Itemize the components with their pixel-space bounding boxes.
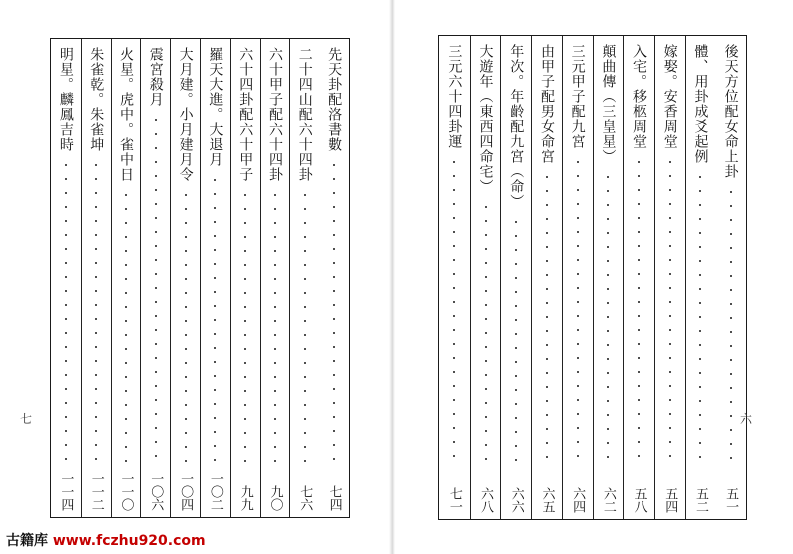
toc-leader-dots [65,158,67,465]
toc-entry-page: 五八 [631,487,647,513]
toc-entry[interactable] [111,39,141,517]
toc-entry-title: 二十四山配六十四卦 [296,47,313,182]
toc-entry-page: 五四 [662,487,678,513]
toc-leader-dots [244,188,246,465]
toc-leader-dots [638,155,640,467]
toc-entry[interactable] [230,39,260,517]
toc-entry-title: 後天方位配女命上卦 [722,44,739,179]
toc-leader-dots [515,215,517,467]
toc-entry[interactable] [140,39,170,517]
right-folio: 六 [740,412,753,426]
toc-entry-title: 火星。虎中。雀中日 [118,47,134,182]
toc-leader-dots [155,113,157,465]
toc-entry-page: 一一二 [88,472,104,511]
toc-entry-title: 體、用卦成爻起例 [692,44,709,164]
toc-entry-page: 六六 [508,487,524,513]
toc-entry-page: 六四 [570,487,586,513]
toc-entry-title: 六十甲子配六十四卦 [267,47,283,182]
toc-entry[interactable] [593,36,624,519]
toc-entry-page: 九〇 [267,485,283,511]
watermark-label: 古籍库 [6,533,48,549]
toc-entry[interactable] [562,36,593,519]
right-toc-frame [438,35,747,520]
toc-entry-title: 羅天大進。大退月 [207,47,224,167]
toc-entry-page: 五一 [723,487,739,513]
toc-leader-dots [304,188,306,465]
toc-entry-title: 明星。麟鳳吉時 [57,47,74,152]
toc-leader-dots [95,158,97,465]
toc-entry[interactable] [654,36,685,519]
toc-entry-title: 嫁娶。安香周堂 [661,44,678,149]
left-page [0,0,390,554]
toc-entry-page: 六八 [478,487,494,513]
left-folio: 七 [20,412,33,426]
toc-entry[interactable] [715,36,746,519]
toc-entry[interactable] [81,39,111,517]
toc-leader-dots [607,170,609,467]
toc-entry-title: 由甲子配男女命宮 [538,44,555,164]
toc-entry-title: 大月建。小月建月令 [177,47,194,182]
toc-entry-page: 七六 [297,485,313,511]
toc-entry-page: 一一〇 [118,472,134,511]
toc-entry-page: 一〇四 [178,472,194,511]
toc-entry[interactable] [439,36,470,519]
toc-entry-title: 震宮殺月 [147,47,164,107]
book-gutter [389,0,395,554]
toc-entry[interactable] [470,36,501,519]
toc-entry-page: 一一四 [58,472,74,511]
toc-leader-dots [453,155,455,467]
toc-leader-dots [274,188,276,465]
toc-entry-title: 大遊年（東西四命宅） [477,44,494,194]
toc-entry[interactable] [51,39,81,517]
toc-entry[interactable] [289,39,319,517]
toc-leader-dots [546,170,548,467]
toc-leader-dots [730,185,732,467]
toc-entry-title: 三元甲子配九宮 [569,44,586,149]
toc-leader-dots [185,188,187,465]
toc-entry-page: 五二 [692,487,708,513]
watermark [6,530,206,550]
toc-entry-page: 七一 [446,487,462,513]
toc-leader-dots [333,158,335,465]
toc-entry[interactable] [319,39,349,517]
toc-entry-title: 朱雀乾。朱雀坤 [88,47,105,152]
toc-entry-title: 年次。年齡配九宮（命） [508,44,525,209]
toc-entry-page: 六五 [539,487,555,513]
toc-leader-dots [485,200,487,467]
toc-leader-dots [125,188,127,465]
toc-entry[interactable] [170,39,200,517]
toc-leader-dots [669,155,671,467]
toc-entry-page: 六二 [600,487,616,513]
toc-entry[interactable] [200,39,230,517]
toc-entry-page: 七四 [326,485,342,511]
toc-leader-dots [699,170,701,467]
toc-entry[interactable] [623,36,654,519]
toc-entry[interactable] [260,39,290,517]
toc-entry-title: 先天卦配洛書數 [326,47,343,152]
toc-entry-title: 三元六十四卦運 [446,44,463,149]
toc-entry-title: 六十四卦配六十甲子 [237,47,254,182]
toc-entry-page: 一〇六 [148,472,164,511]
toc-entry[interactable] [685,36,716,519]
toc-entry-page: 九九 [237,485,253,511]
right-page [396,0,793,554]
toc-leader-dots [577,155,579,467]
watermark-site: www.fczhu920.com [52,533,206,549]
toc-entry-title: 入宅。移柩周堂 [631,44,648,149]
toc-entry[interactable] [531,36,562,519]
toc-entry[interactable] [500,36,531,519]
left-toc-frame [50,38,350,518]
toc-leader-dots [214,173,216,465]
toc-entry-title: 顛曲傳（三皇星） [600,44,617,164]
toc-entry-page: 一〇二 [207,472,223,511]
